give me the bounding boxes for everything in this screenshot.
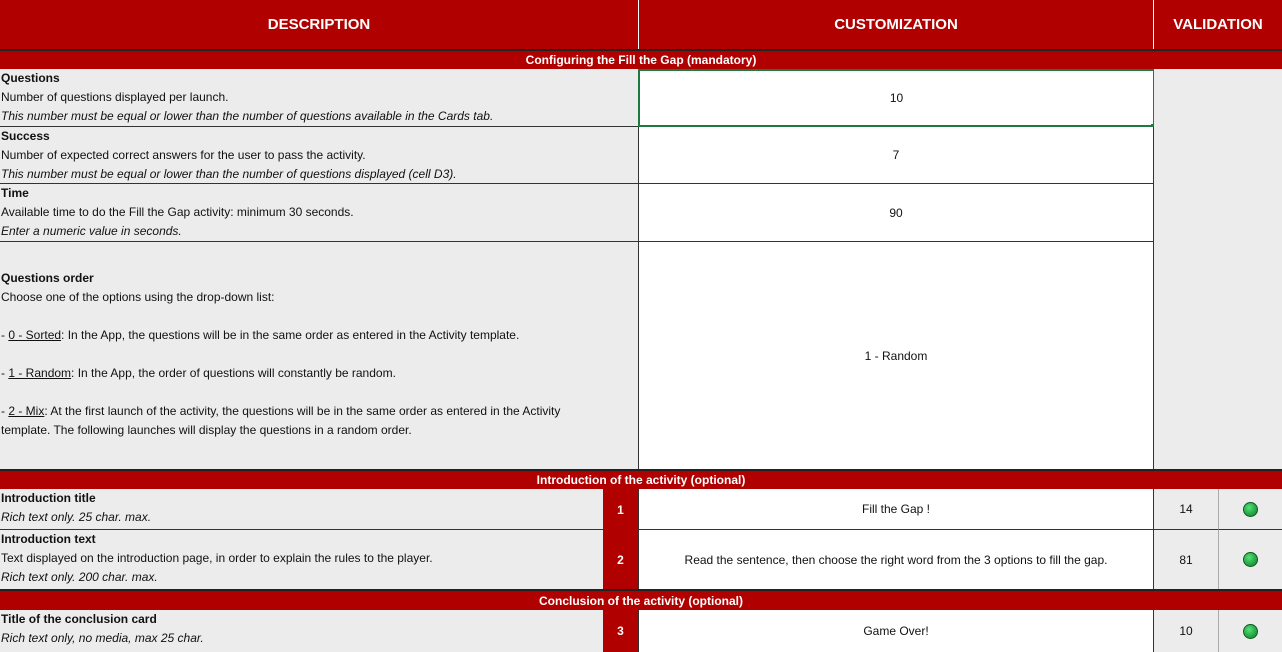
row-intro-title-description[interactable]: [0, 489, 603, 530]
header-description: DESCRIPTION: [0, 0, 639, 49]
status-ok-icon: [1243, 502, 1258, 517]
intro-title-value-cell[interactable]: Fill the Gap !: [638, 489, 1154, 530]
row-success-description[interactable]: [0, 127, 638, 184]
intro-text-desc: Text displayed on the introduction page, in order to explain the rules to the player.: [1, 551, 433, 565]
order-title: Questions order: [1, 271, 94, 285]
section-conclusion: Conclusion of the activity (optional): [0, 589, 1282, 610]
row-conclusion-title-description[interactable]: [0, 610, 603, 652]
row-order-description[interactable]: [0, 242, 638, 469]
conclusion-title-title: Title of the conclusion card: [1, 612, 157, 626]
status-ok-icon: [1243, 624, 1258, 639]
conclusion-title-note: Rich text only, no media, max 25 char.: [1, 631, 204, 645]
order-option-sorted: - 0 - Sorted: In the App, the questions will be in the same order as entered in the Activity template.: [1, 328, 520, 342]
intro-title-number: 1: [603, 489, 638, 530]
order-option-mix-cont: template. The following launches will display the questions in a random order.: [1, 423, 412, 437]
intro-text-note: Rich text only. 200 char. max.: [1, 570, 158, 584]
intro-title-title: Introduction title: [1, 491, 96, 505]
conclusion-title-char-count: 10: [1154, 610, 1219, 652]
intro-text-value-cell[interactable]: Read the sentence, then choose the right word from the 3 options to fill the gap.: [638, 530, 1154, 589]
header-customization: CUSTOMIZATION: [639, 0, 1154, 49]
time-value-cell[interactable]: 90: [638, 184, 1154, 242]
intro-text-title: Introduction text: [1, 532, 96, 546]
success-note: This number must be equal or lower than the number of questions displayed (cell D3).: [1, 167, 457, 181]
status-ok-icon: [1243, 552, 1258, 567]
questions-title: Questions: [1, 71, 60, 85]
intro-text-char-count: 81: [1154, 530, 1219, 589]
intro-title-char-count: 14: [1154, 489, 1219, 530]
order-dropdown-cell[interactable]: 1 - Random: [638, 242, 1154, 469]
row-time-description[interactable]: [0, 184, 638, 242]
questions-value-cell[interactable]: 10: [638, 69, 1155, 127]
questions-note: This number must be equal or lower than the number of questions available in the Cards tab.: [1, 109, 494, 123]
order-option-mix: - 2 - Mix: At the first launch of the activity, the questions will be in the same order as entered in the Activity: [1, 404, 561, 418]
conclusion-title-status: [1219, 610, 1282, 652]
row-questions-description[interactable]: [0, 69, 638, 127]
success-title: Success: [1, 129, 50, 143]
conclusion-title-number: 3: [603, 610, 638, 652]
intro-title-note: Rich text only. 25 char. max.: [1, 510, 152, 524]
success-value-cell[interactable]: 7: [638, 127, 1154, 184]
section-intro: Introduction of the activity (optional): [0, 469, 1282, 489]
section-config: Configuring the Fill the Gap (mandatory): [0, 49, 1282, 69]
order-desc: Choose one of the options using the drop-down list:: [1, 290, 275, 304]
header-validation: VALIDATION: [1154, 0, 1282, 49]
row-intro-text-description[interactable]: [0, 530, 603, 589]
order-option-random: - 1 - Random: In the App, the order of questions will constantly be random.: [1, 366, 396, 380]
intro-text-status: [1219, 530, 1282, 589]
time-title: Time: [1, 186, 29, 200]
time-note: Enter a numeric value in seconds.: [1, 224, 182, 238]
validation-empty-area: [1154, 69, 1282, 469]
intro-text-number: 2: [603, 530, 638, 589]
success-desc: Number of expected correct answers for the user to pass the activity.: [1, 148, 366, 162]
time-desc: Available time to do the Fill the Gap activity: minimum 30 seconds.: [1, 205, 354, 219]
intro-title-status: [1219, 489, 1282, 530]
questions-desc: Number of questions displayed per launch.: [1, 90, 229, 104]
conclusion-title-value-cell[interactable]: Game Over!: [638, 610, 1154, 652]
